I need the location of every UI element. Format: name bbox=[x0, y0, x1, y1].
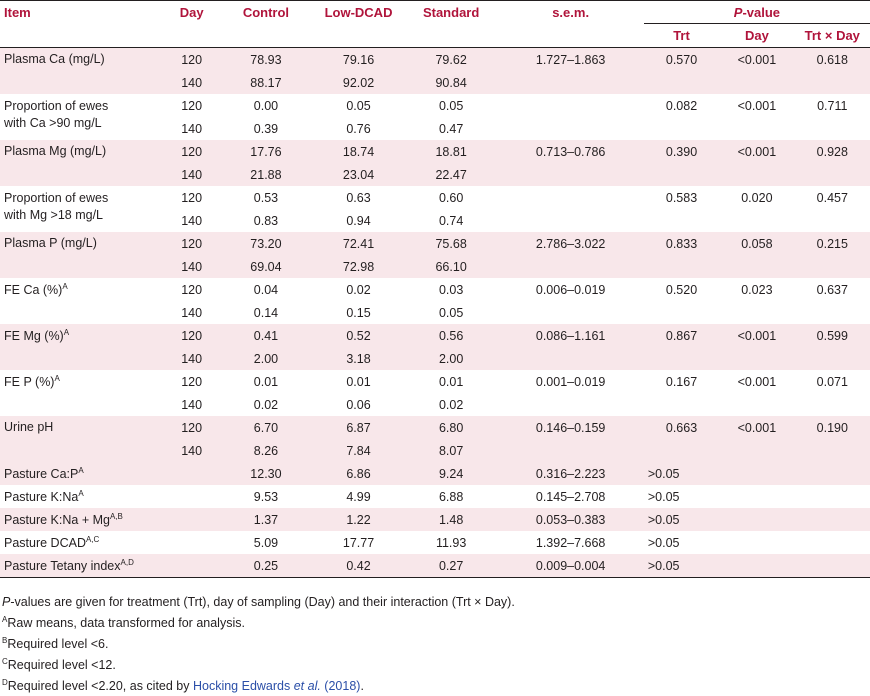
row-standard: 0.02 bbox=[438, 397, 464, 412]
row-day: 120 bbox=[164, 140, 220, 163]
row-day: 120 bbox=[164, 232, 220, 255]
row-p-trt: >0.05 bbox=[644, 554, 719, 578]
row-p-day bbox=[719, 209, 794, 232]
row-control: 8.26 bbox=[220, 439, 313, 462]
row-standard: 0.47 bbox=[438, 121, 464, 136]
row-p-day bbox=[719, 347, 794, 370]
row-p-trt-x-day: 0.215 bbox=[795, 232, 870, 255]
row-p-trt: 0.082 bbox=[665, 98, 698, 113]
table-row bbox=[0, 485, 870, 508]
row-p-trt bbox=[644, 163, 719, 186]
row-p-trt bbox=[644, 71, 719, 94]
header-row bbox=[0, 1, 870, 24]
row-p-day bbox=[719, 301, 794, 324]
row-p-trt: 0.663 bbox=[644, 416, 719, 439]
table-row bbox=[0, 232, 870, 255]
table-row bbox=[0, 554, 870, 578]
table-row bbox=[0, 324, 870, 347]
row-p-trt-x-day bbox=[795, 485, 870, 508]
row-item-label: Urine pH bbox=[0, 416, 164, 462]
row-p-trt-x-day: 0.190 bbox=[795, 416, 870, 439]
note-c: $^C$Required level <12. bbox=[2, 657, 116, 673]
row-day: 120 bbox=[181, 190, 203, 205]
row-low-dcad: 23.04 bbox=[312, 163, 405, 186]
table-body bbox=[0, 48, 870, 578]
row-p-trt bbox=[644, 209, 719, 232]
table-row bbox=[0, 186, 870, 209]
row-p-trt: 0.167 bbox=[665, 374, 698, 389]
row-sem bbox=[497, 117, 643, 140]
row-item-label: Pasture $K:Na^A$ bbox=[4, 488, 84, 505]
row-low-dcad: 79.16 bbox=[312, 48, 405, 72]
row-p-trt-x-day: 0.618 bbox=[795, 48, 870, 72]
row-p-day: <0.001 bbox=[737, 98, 777, 113]
table-row bbox=[0, 508, 870, 531]
col-header-low-dcad: Low-DCAD bbox=[312, 1, 405, 24]
table-row bbox=[0, 140, 870, 163]
row-standard: 8.07 bbox=[405, 439, 498, 462]
col-header-p-day: Day bbox=[719, 24, 794, 48]
row-control: 21.88 bbox=[220, 163, 313, 186]
row-p-trt-x-day bbox=[795, 255, 870, 278]
row-low-dcad: 0.15 bbox=[346, 305, 371, 320]
col-header-standard: Standard bbox=[405, 1, 498, 24]
row-p-trt-x-day: 0.637 bbox=[816, 282, 848, 297]
row-p-trt bbox=[644, 255, 719, 278]
row-control: 0.02 bbox=[253, 397, 279, 412]
table-notes bbox=[2, 593, 515, 696]
row-standard: 6.88 bbox=[438, 489, 464, 504]
row-day: 120 bbox=[181, 282, 203, 297]
row-sem bbox=[497, 71, 643, 94]
table-row bbox=[0, 94, 870, 117]
row-sem: 0.316–2.223 bbox=[497, 462, 643, 485]
row-day bbox=[164, 508, 220, 531]
row-item-label: FE Ca (%)$^A$ bbox=[4, 282, 68, 298]
pvalue-rest: -value bbox=[742, 4, 781, 20]
row-item-label: Pasture Tetany index$^{A,D}$ bbox=[0, 554, 164, 578]
row-p-day bbox=[719, 117, 794, 140]
row-p-trt: >0.05 bbox=[644, 462, 719, 485]
row-control: 0.01 bbox=[253, 374, 279, 389]
row-control: 17.76 bbox=[220, 140, 313, 163]
row-p-day: <0.001 bbox=[719, 416, 794, 439]
row-item-label: Proportion of ewes with Ca >90 mg/L bbox=[4, 99, 109, 130]
row-low-dcad: 6.87 bbox=[312, 416, 405, 439]
row-day bbox=[164, 554, 220, 578]
row-control: 0.14 bbox=[253, 305, 279, 320]
row-standard: 0.60 bbox=[438, 190, 464, 205]
subheader-row bbox=[0, 24, 870, 48]
row-control: 0.41 bbox=[220, 324, 313, 347]
row-day: 140 bbox=[181, 213, 203, 228]
row-day: 120 bbox=[164, 48, 220, 72]
row-low-dcad: 0.05 bbox=[346, 98, 371, 113]
row-p-trt-x-day bbox=[795, 347, 870, 370]
row-item-label: Plasma Ca (mg/L) bbox=[0, 48, 164, 95]
col-header-day: Day bbox=[164, 1, 220, 24]
row-day: 120 bbox=[181, 98, 203, 113]
row-low-dcad: 18.74 bbox=[312, 140, 405, 163]
col-header-item: Item bbox=[0, 1, 164, 24]
row-low-dcad: 0.63 bbox=[346, 190, 371, 205]
row-p-trt: >0.05 bbox=[644, 508, 719, 531]
table-row bbox=[0, 48, 870, 72]
row-low-dcad: 4.99 bbox=[346, 489, 371, 504]
row-standard: 9.24 bbox=[405, 462, 498, 485]
row-sem bbox=[497, 94, 643, 117]
row-low-dcad: 0.02 bbox=[346, 282, 371, 297]
row-control: 1.37 bbox=[220, 508, 313, 531]
row-p-day bbox=[719, 462, 794, 485]
row-item-label: Pasture $Ca:P^A$ bbox=[0, 462, 164, 485]
row-standard: 0.05 bbox=[438, 305, 464, 320]
row-p-trt-x-day bbox=[795, 301, 870, 324]
table-row bbox=[0, 531, 870, 554]
row-standard: 18.81 bbox=[405, 140, 498, 163]
row-control: 88.17 bbox=[220, 71, 313, 94]
row-standard: 0.05 bbox=[438, 98, 464, 113]
row-low-dcad: 17.77 bbox=[342, 535, 375, 550]
row-item-label: FE P (%)$^A$ bbox=[4, 374, 60, 390]
row-standard: 1.48 bbox=[405, 508, 498, 531]
table-row bbox=[0, 370, 870, 393]
row-sem: 0.053–0.383 bbox=[497, 508, 643, 531]
row-sem bbox=[497, 439, 643, 462]
row-p-day bbox=[719, 554, 794, 578]
row-standard: 22.47 bbox=[405, 163, 498, 186]
row-item-label: Plasma P (mg/L) bbox=[0, 232, 164, 278]
row-item-label: Pasture K:Na + $Mg^{A,B}$ bbox=[0, 508, 164, 531]
citation-link[interactable]: Hocking Edwards et al. (2018) bbox=[192, 679, 361, 694]
row-day bbox=[164, 485, 220, 508]
row-p-trt: 0.867 bbox=[644, 324, 719, 347]
note-pvalues: P-values are given for treatment (Trt), day of sampling (Day) and their interaction (Trt × Day). bbox=[2, 595, 515, 609]
row-sem: 0.001–0.019 bbox=[535, 374, 606, 389]
row-low-dcad: 3.18 bbox=[312, 347, 405, 370]
row-day bbox=[164, 531, 220, 554]
row-p-trt-x-day bbox=[795, 508, 870, 531]
col-header-trt: Trt bbox=[644, 24, 719, 48]
row-control: 12.30 bbox=[220, 462, 313, 485]
row-p-day: 0.023 bbox=[741, 282, 773, 297]
row-p-trt bbox=[644, 347, 719, 370]
row-p-trt-x-day bbox=[795, 71, 870, 94]
row-standard: 90.84 bbox=[405, 71, 498, 94]
row-sem: 0.145–2.708 bbox=[535, 489, 606, 504]
row-day: 140 bbox=[164, 71, 220, 94]
note-a: $^A$Raw means, data transformed for analysis. bbox=[2, 615, 245, 631]
row-day bbox=[164, 462, 220, 485]
row-p-trt-x-day bbox=[795, 163, 870, 186]
row-item-label: Proportion of ewes with Mg >18 mg/L bbox=[4, 191, 109, 222]
row-standard: 11.93 bbox=[435, 535, 467, 550]
row-low-dcad: 0.76 bbox=[346, 121, 371, 136]
row-p-trt-x-day bbox=[795, 554, 870, 578]
row-control: 9.53 bbox=[253, 489, 279, 504]
row-p-day bbox=[719, 393, 794, 416]
row-p-day: <0.001 bbox=[719, 48, 794, 72]
row-control: 73.20 bbox=[220, 232, 313, 255]
row-sem: 0.009–0.004 bbox=[497, 554, 643, 578]
row-p-trt bbox=[644, 301, 719, 324]
row-standard: 6.80 bbox=[405, 416, 498, 439]
row-p-day bbox=[719, 71, 794, 94]
row-sem bbox=[497, 163, 643, 186]
row-p-trt: >0.05 bbox=[647, 489, 680, 504]
row-standard: 75.68 bbox=[405, 232, 498, 255]
row-low-dcad: 7.84 bbox=[312, 439, 405, 462]
row-p-trt: 0.390 bbox=[644, 140, 719, 163]
col-header-trt-x-day: Trt × Day bbox=[795, 24, 870, 48]
row-p-day: <0.001 bbox=[719, 140, 794, 163]
row-p-trt-x-day: 0.711 bbox=[817, 98, 848, 113]
table-row bbox=[0, 462, 870, 485]
col-header-pvalue bbox=[644, 1, 870, 24]
row-low-dcad: 92.02 bbox=[312, 71, 405, 94]
row-sem bbox=[497, 347, 643, 370]
row-sem bbox=[497, 186, 643, 209]
row-sem: 2.786–3.022 bbox=[497, 232, 643, 255]
row-p-trt-x-day bbox=[795, 209, 870, 232]
row-item-label: Plasma Mg (mg/L) bbox=[0, 140, 164, 186]
row-p-day bbox=[719, 255, 794, 278]
row-control: 0.04 bbox=[253, 282, 279, 297]
row-low-dcad: 1.22 bbox=[312, 508, 405, 531]
row-day: 140 bbox=[164, 439, 220, 462]
row-p-trt-x-day bbox=[795, 117, 870, 140]
row-control: 0.53 bbox=[253, 190, 279, 205]
col-header-sem: s.e.m. bbox=[497, 1, 643, 24]
row-low-dcad: 72.41 bbox=[312, 232, 405, 255]
row-p-trt: >0.05 bbox=[647, 535, 680, 550]
row-control: 69.04 bbox=[220, 255, 313, 278]
note-d: $^D$Required level <2.20, as cited by Hocking Edwards et al. (2018). bbox=[2, 678, 364, 694]
row-day: 140 bbox=[164, 163, 220, 186]
row-sem: 1.727–1.863 bbox=[497, 48, 643, 72]
row-low-dcad: 6.86 bbox=[312, 462, 405, 485]
row-sem bbox=[497, 255, 643, 278]
row-sem: 0.146–0.159 bbox=[497, 416, 643, 439]
row-p-trt-x-day bbox=[795, 393, 870, 416]
row-standard: 2.00 bbox=[405, 347, 498, 370]
row-day: 120 bbox=[181, 374, 203, 389]
row-p-day bbox=[719, 439, 794, 462]
row-p-trt bbox=[644, 439, 719, 462]
row-p-trt: 0.520 bbox=[665, 282, 698, 297]
row-item-label: FE Mg (%)$^A$ bbox=[0, 324, 164, 370]
table-row bbox=[0, 278, 870, 301]
row-p-day: <0.001 bbox=[737, 374, 777, 389]
row-day: 140 bbox=[181, 397, 203, 412]
row-control: 5.09 bbox=[253, 535, 279, 550]
row-p-trt-x-day: 0.928 bbox=[795, 140, 870, 163]
row-sem: 0.713–0.786 bbox=[497, 140, 643, 163]
row-control: 0.83 bbox=[253, 213, 279, 228]
row-control: 0.39 bbox=[253, 121, 279, 136]
row-standard: 0.03 bbox=[438, 282, 464, 297]
row-day: 120 bbox=[164, 416, 220, 439]
row-p-trt-x-day: 0.599 bbox=[795, 324, 870, 347]
row-control: 6.70 bbox=[220, 416, 313, 439]
row-sem: 1.392–7.668 bbox=[535, 535, 606, 550]
row-control: 78.93 bbox=[220, 48, 313, 72]
row-day: 140 bbox=[164, 255, 220, 278]
row-p-trt-x-day bbox=[795, 439, 870, 462]
row-control: 2.00 bbox=[220, 347, 313, 370]
row-p-day bbox=[719, 485, 794, 508]
row-item-label: Pasture $DCAD^{A,C}$ bbox=[4, 534, 100, 551]
col-header-control: Control bbox=[220, 1, 313, 24]
row-p-trt: 0.570 bbox=[644, 48, 719, 72]
row-standard: 79.62 bbox=[405, 48, 498, 72]
row-p-trt-x-day bbox=[795, 531, 870, 554]
row-sem bbox=[497, 209, 643, 232]
row-day: 120 bbox=[164, 324, 220, 347]
row-standard: 66.10 bbox=[405, 255, 498, 278]
row-p-trt-x-day: 0.071 bbox=[816, 374, 848, 389]
row-p-trt bbox=[644, 117, 719, 140]
note-b: $^B$Required level <6. bbox=[2, 636, 109, 652]
row-day: 140 bbox=[181, 305, 203, 320]
row-p-trt: 0.833 bbox=[644, 232, 719, 255]
row-p-trt-x-day: 0.457 bbox=[816, 190, 848, 205]
row-low-dcad: 0.01 bbox=[346, 374, 371, 389]
row-p-day bbox=[719, 508, 794, 531]
row-control: 0.00 bbox=[253, 98, 279, 113]
row-low-dcad: 0.42 bbox=[312, 554, 405, 578]
row-low-dcad: 0.06 bbox=[346, 397, 371, 412]
row-sem: 0.006–0.019 bbox=[535, 282, 606, 297]
row-p-trt: 0.583 bbox=[665, 190, 698, 205]
row-day: 140 bbox=[164, 347, 220, 370]
row-standard: 0.01 bbox=[438, 374, 464, 389]
row-p-day: <0.001 bbox=[719, 324, 794, 347]
row-low-dcad: 72.98 bbox=[312, 255, 405, 278]
row-p-day: 0.020 bbox=[741, 190, 773, 205]
row-standard: 0.74 bbox=[438, 213, 464, 228]
row-p-day bbox=[719, 163, 794, 186]
row-standard: 0.56 bbox=[405, 324, 498, 347]
row-day: 140 bbox=[181, 121, 203, 136]
row-sem bbox=[497, 393, 643, 416]
row-p-day bbox=[719, 531, 794, 554]
row-standard: 0.27 bbox=[405, 554, 498, 578]
row-low-dcad: 0.94 bbox=[346, 213, 371, 228]
row-p-trt bbox=[644, 393, 719, 416]
table-row bbox=[0, 416, 870, 439]
row-sem: 0.086–1.161 bbox=[497, 324, 643, 347]
row-p-day: 0.058 bbox=[719, 232, 794, 255]
row-low-dcad: 0.52 bbox=[312, 324, 405, 347]
row-control: 0.25 bbox=[220, 554, 313, 578]
pvalue-p: P bbox=[733, 4, 743, 20]
row-sem bbox=[497, 301, 643, 324]
row-p-trt-x-day bbox=[795, 462, 870, 485]
